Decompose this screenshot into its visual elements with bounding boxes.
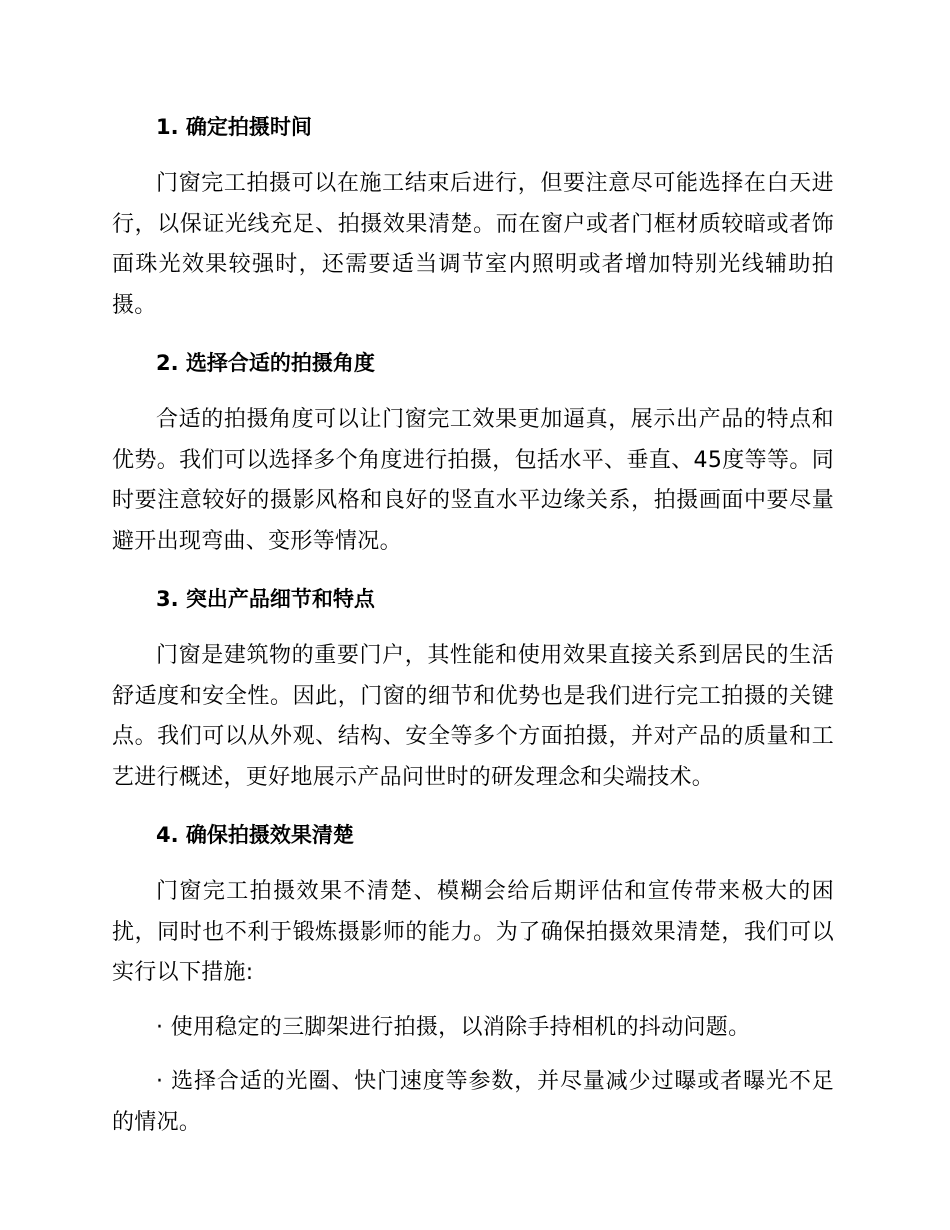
section-body-1: 门窗完工拍摄可以在施工结束后进行，但要注意尽可能选择在白天进行，以保证光线充足、拍摄效果清楚。而在窗户或者门框材质较暗或者饰面珠光效果较强时，还需要适当调节室内照明或者增加特别光线辅助拍摄。 xyxy=(112,171,834,318)
section-heading-2: 2. 选择合适的拍摄角度 xyxy=(156,351,375,375)
section-body-3: 门窗是建筑物的重要门户，其性能和使用效果直接关系到居民的生活舒适度和安全性。因此，门窗的细节和优势也是我们进行完工拍摄的关键点。我们可以从外观、结构、安全等多个方面拍摄，并对产品的质量和工艺进行概述，更好地展示产品问世时的研发理念和尖端技术。 xyxy=(112,643,834,790)
section-heading-3: 3. 突出产品细节和特点 xyxy=(156,587,375,611)
bullet-item-2: · 选择合适的光圈、快门速度等参数，并尽量减少过曝或者曝光不足的情况。 xyxy=(112,1069,834,1135)
section-heading-1: 1. 确定拍摄时间 xyxy=(156,115,312,139)
bullet-item-1: · 使用稳定的三脚架进行拍摄，以消除手持相机的抖动问题。 xyxy=(156,1014,751,1040)
section-body-4: 门窗完工拍摄效果不清楚、模糊会给后期评估和宣传带来极大的困扰，同时也不利于锻炼摄影师的能力。为了确保拍摄效果清楚，我们可以实行以下措施: xyxy=(112,879,834,985)
section-heading-4: 4. 确保拍摄效果清楚 xyxy=(156,823,354,847)
section-body-2: 合适的拍摄角度可以让门窗完工效果更加逼真，展示出产品的特点和优势。我们可以选择多个角度进行拍摄，包括水平、垂直、45度等等。同时要注意较好的摄影风格和良好的竖直水平边缘关系，拍摄画面中要尽量避开出现弯曲、变形等情况。 xyxy=(112,407,834,554)
document-content xyxy=(112,104,834,1143)
